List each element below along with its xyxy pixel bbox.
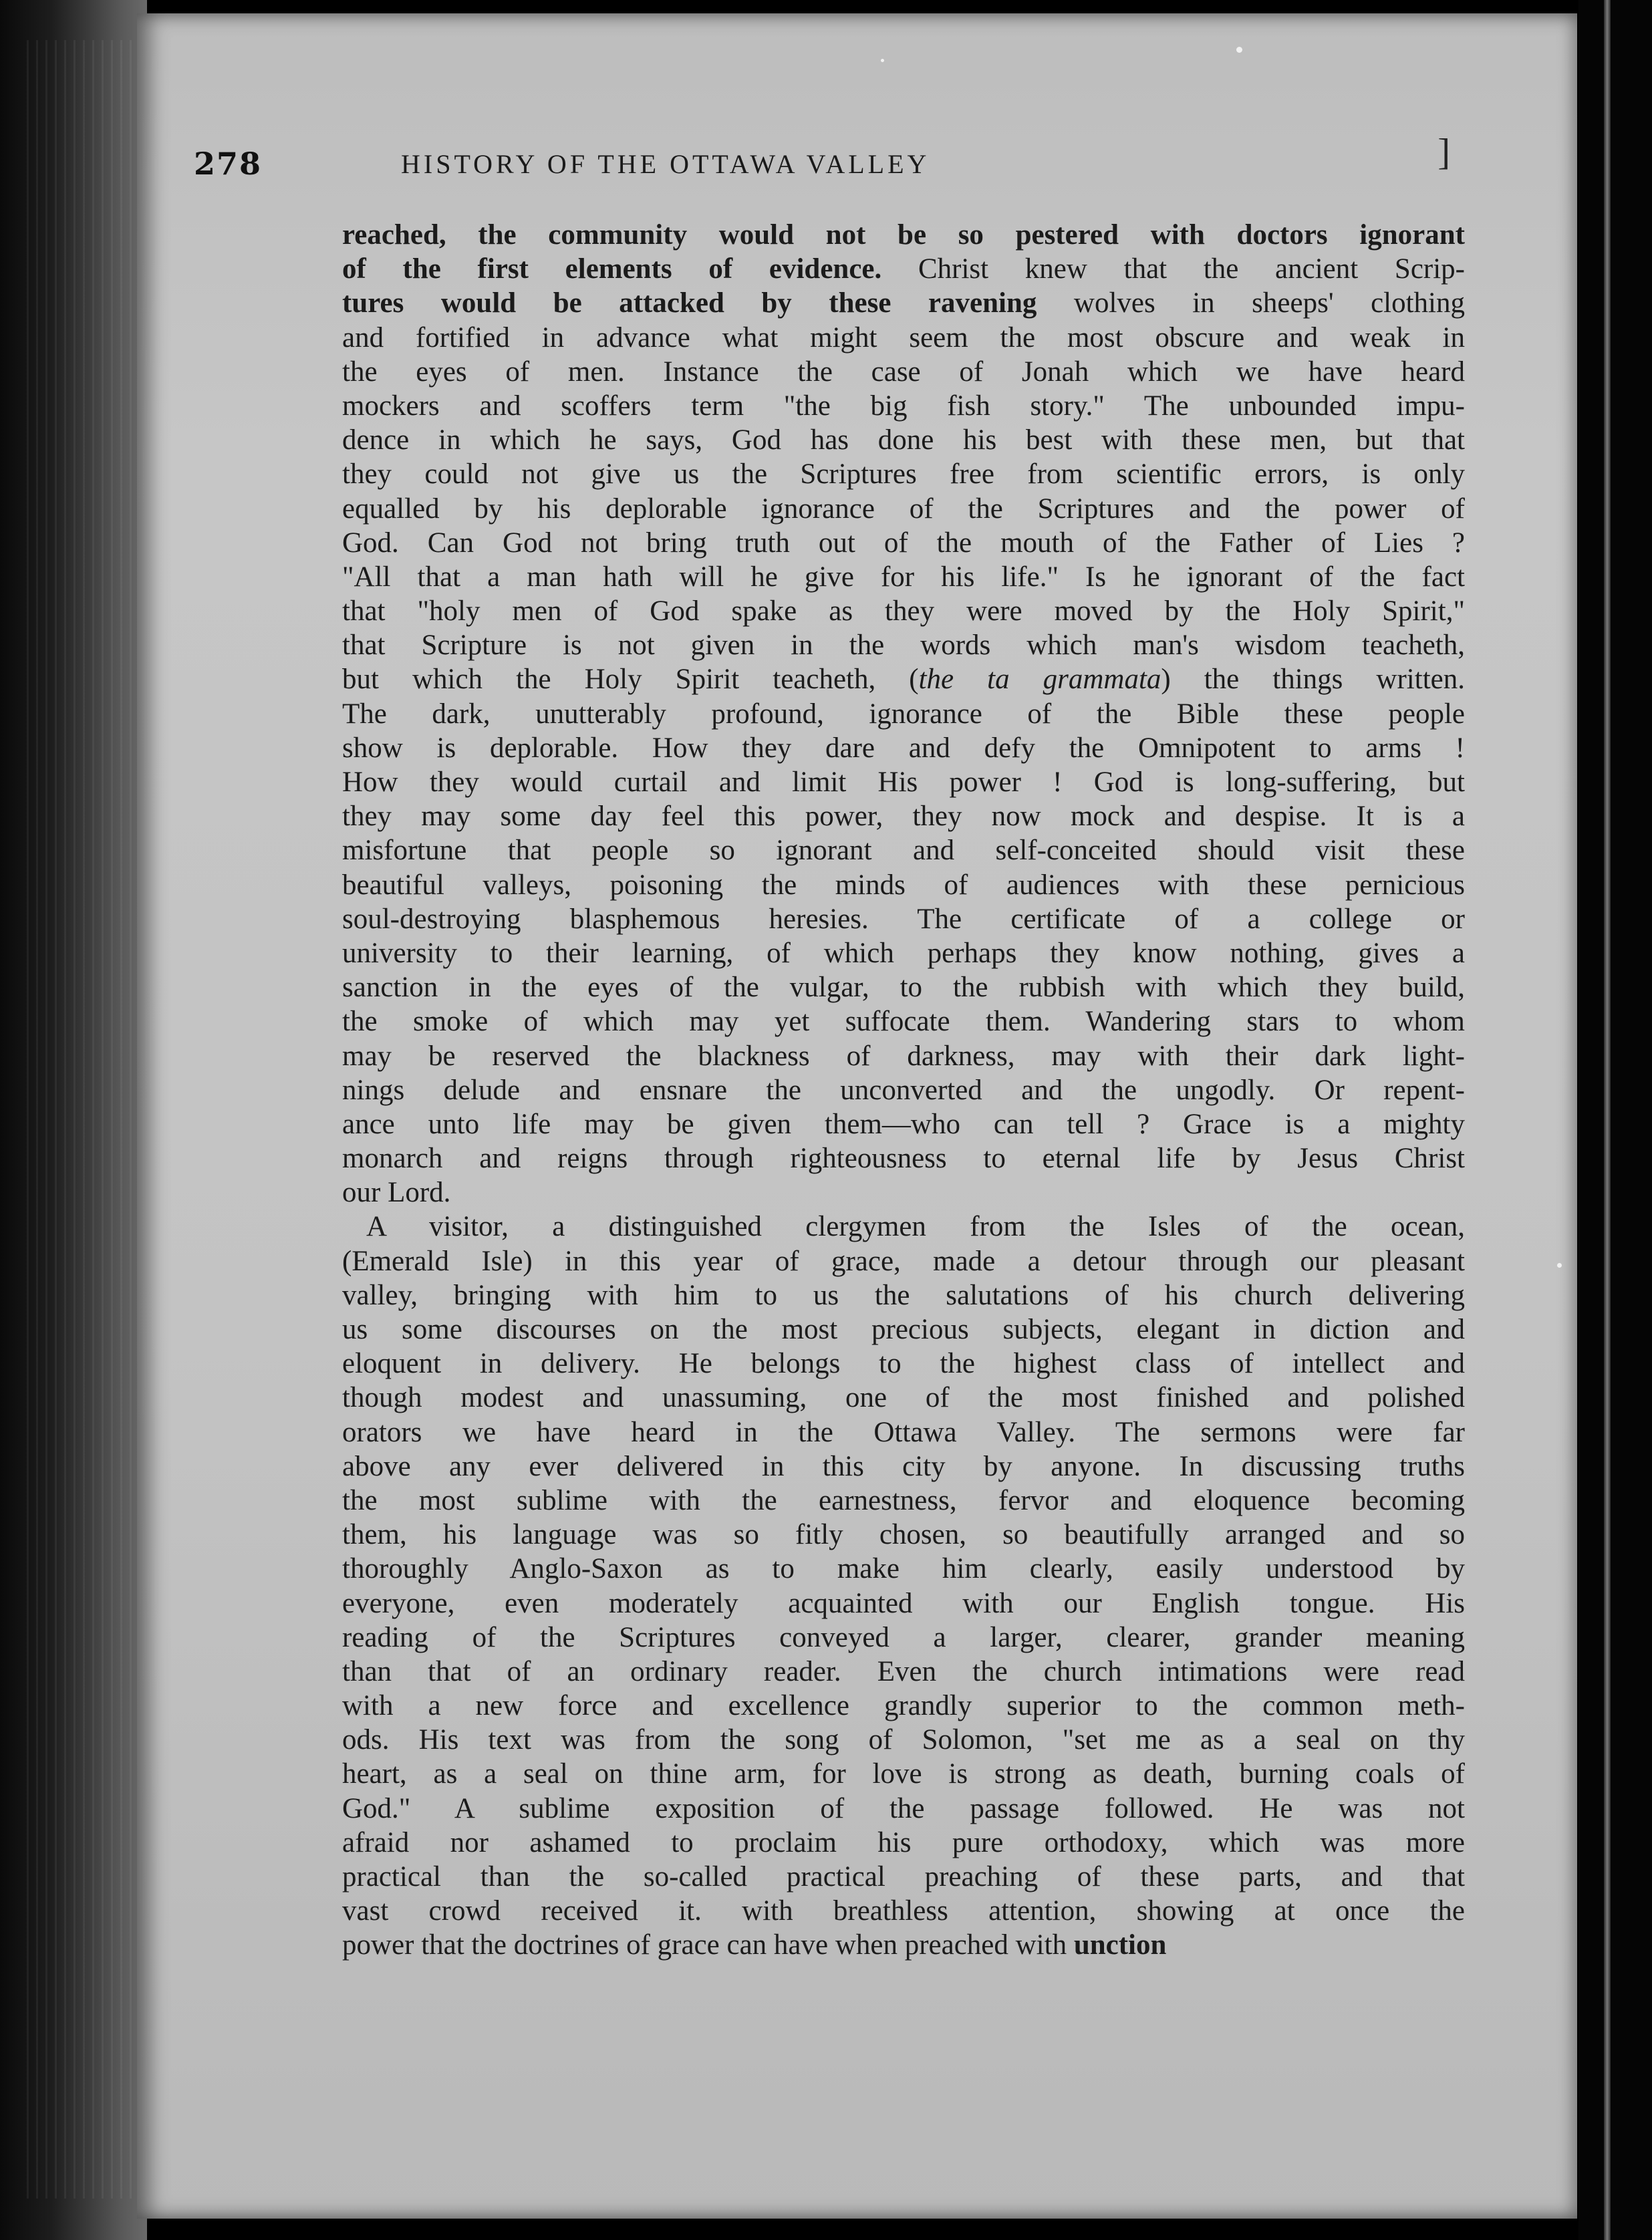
text-run: valley, bringing with him to us the salutations of his church delivering: [342, 1279, 1465, 1311]
text-line: [342, 457, 1465, 491]
text-run: How they would curtail and limit His power ! God is long-suffering, but: [342, 766, 1465, 798]
text-line: [342, 1107, 1465, 1141]
text-line: [342, 1655, 1465, 1689]
paragraph-2: [342, 1210, 1465, 1962]
text-run: The dark, unutterably profound, ignorance of the Bible these people: [342, 698, 1465, 730]
text-run: God. Can God not bring truth out of the mouth of the Father of Lies ?: [342, 527, 1465, 559]
text-run: and fortified in advance what might seem the most obscure and weak in: [342, 321, 1465, 354]
text-run: of the first elements of evidence.: [342, 253, 882, 285]
scan-speck: [1557, 1263, 1562, 1268]
page-header: [194, 132, 1450, 187]
text-line: [342, 1621, 1465, 1655]
text-line: [342, 1175, 1465, 1210]
text-run: the most sublime with the earnestness, fervor and eloquence becoming: [342, 1484, 1465, 1516]
text-line: [342, 1347, 1465, 1381]
text-line: [342, 1415, 1465, 1449]
text-run: A visitor, a distinguished clergymen from the Isles of the ocean,: [366, 1211, 1465, 1243]
scan-border-right: [1578, 0, 1652, 2240]
text-run: mockers and scoffers term "the big fish story." The unbounded impu-: [342, 390, 1465, 422]
text-run: orators we have heard in the Ottawa Valley. The sermons were far: [342, 1416, 1465, 1448]
text-line: [342, 1039, 1465, 1073]
text-run: Christ knew that the ancient Scrip-: [881, 253, 1465, 285]
text-line: [342, 1518, 1465, 1552]
text-line: [342, 936, 1465, 970]
text-run: thoroughly Anglo-Saxon as to make him clearly, easily understood by: [342, 1553, 1465, 1585]
text-run: ance unto life may be given them—who can tell ? Grace is a mighty: [342, 1108, 1465, 1140]
text-line: [342, 594, 1465, 628]
text-line: [342, 1792, 1465, 1826]
running-head: HISTORY OF THE OTTAWA VALLEY: [401, 149, 930, 179]
page-edges: [27, 40, 134, 2199]
text-run: heart, as a seal on thine arm, for love is strong as death, burning coals of: [342, 1758, 1465, 1790]
text-run: ) the things written.: [1161, 664, 1465, 696]
text-run: (Emerald Isle) in this year of grace, made a detour through our pleasant: [342, 1245, 1465, 1277]
text-line: [342, 1244, 1465, 1278]
text-line: [342, 355, 1465, 389]
text-line: [342, 1312, 1465, 1347]
text-run: beautiful valleys, poisoning the minds of audiences with these pernicious: [342, 869, 1465, 901]
text-run: unction: [1073, 1929, 1167, 1961]
text-run: sanction in the eyes of the vulgar, to the rubbish with which they build,: [342, 972, 1465, 1004]
text-line: [342, 1004, 1465, 1038]
text-run: though modest and unassuming, one of the most finished and polished: [342, 1382, 1465, 1414]
text-line: [342, 1586, 1465, 1621]
text-line: [342, 799, 1465, 833]
text-line: [342, 1723, 1465, 1757]
scan-speck: [1236, 47, 1242, 53]
text-run: power that the doctrines of grace can have when preached with: [342, 1929, 1074, 1961]
text-run: dence in which he says, God has done his best with these men, but that: [342, 424, 1465, 456]
text-line: [342, 662, 1465, 696]
text-run: misfortune that people so ignorant and self-conceited should visit these: [342, 835, 1465, 867]
text-line: [342, 1552, 1465, 1586]
text-line: [342, 252, 1465, 286]
text-line: [342, 526, 1465, 560]
text-line: [342, 902, 1465, 936]
page-number: 278: [194, 146, 263, 182]
text-line: [342, 321, 1465, 355]
text-line: [342, 1141, 1465, 1175]
text-run: nings delude and ensnare the unconverted and the ungodly. Or repent-: [342, 1074, 1465, 1106]
text-run: show is deplorable. How they dare and defy the Omnipotent to arms !: [342, 732, 1465, 764]
text-line: [342, 1894, 1465, 1928]
text-run: our Lord.: [342, 1177, 451, 1209]
text-run: soul-destroying blasphemous heresies. The certificate of a college or: [342, 903, 1465, 935]
text-line: [342, 731, 1465, 765]
text-run: tures would be attacked by these ravening: [342, 287, 1037, 319]
text-line: [342, 765, 1465, 799]
text-line: [342, 1484, 1465, 1518]
text-run: everyone, even moderately acquainted with our English tongue. His: [342, 1587, 1465, 1619]
text-line: [342, 1928, 1465, 1962]
text-line: [342, 1826, 1465, 1860]
text-line: [342, 628, 1465, 662]
text-line: [342, 218, 1465, 252]
text-line: [342, 389, 1465, 423]
text-line: [342, 560, 1465, 594]
text-run: than that of an ordinary reader. Even the church intimations were read: [342, 1655, 1465, 1687]
text-run: us some discourses on the most precious subjects, elegant in diction and: [342, 1314, 1465, 1345]
text-run: reading of the Scriptures conveyed a larger, clearer, grander meaning: [342, 1621, 1465, 1653]
text-run: that "holy men of God spake as they were moved by the Holy Spirit,": [342, 595, 1465, 627]
scan-edge-line: [1604, 0, 1611, 2240]
text-run: practical than the so-called practical preaching of these parts, and that: [342, 1861, 1465, 1893]
text-run: them, his language was so fitly chosen, so beautifully arranged and so: [342, 1519, 1465, 1551]
text-line: [342, 697, 1465, 731]
text-line: [342, 492, 1465, 526]
text-line: [342, 970, 1465, 1004]
text-run: but which the Holy Spirit teacheth, (: [342, 664, 919, 696]
text-run: above any ever delivered in this city by anyone. In discussing truths: [342, 1450, 1465, 1482]
text-line: [342, 1381, 1465, 1415]
text-run: afraid nor ashamed to proclaim his pure orthodoxy, which was more: [342, 1826, 1465, 1858]
text-line: [342, 286, 1465, 320]
text-line: [342, 1689, 1465, 1723]
text-run: they could not give us the Scriptures free from scientific errors, is only: [342, 458, 1465, 491]
text-line: [342, 1449, 1465, 1484]
text-run: the ta grammata: [918, 664, 1161, 696]
text-run: "All that a man hath will he give for his life." Is he ignorant of the fact: [342, 561, 1465, 593]
text-run: monarch and reigns through righteousness to eternal life by Jesus Christ: [342, 1143, 1465, 1175]
text-run: God." A sublime exposition of the passage followed. He was not: [342, 1792, 1465, 1824]
text-run: wolves in sheeps' clothing: [1037, 287, 1465, 319]
text-line: [342, 833, 1465, 867]
text-run: reached, the community would not be so pestered with doctors ignorant: [342, 219, 1465, 251]
paragraph-1: [342, 218, 1465, 1210]
text-run: ods. His text was from the song of Solomon, "set me as a seal on thy: [342, 1724, 1465, 1756]
text-run: with a new force and excellence grandly superior to the common meth-: [342, 1690, 1465, 1722]
text-line: [342, 1210, 1465, 1244]
text-run: they may some day feel this power, they now mock and despise. It is a: [342, 801, 1465, 833]
body-text: [342, 218, 1465, 1963]
text-line: [342, 423, 1465, 457]
text-line: [342, 1278, 1465, 1312]
text-line: [342, 1860, 1465, 1894]
text-run: university to their learning, of which perhaps they know nothing, gives a: [342, 937, 1465, 969]
text-run: may be reserved the blackness of darkness, may with their dark light-: [342, 1040, 1465, 1072]
text-run: vast crowd received it. with breathless attention, showing at once the: [342, 1895, 1465, 1927]
text-run: that Scripture is not given in the words which man's wisdom teacheth,: [342, 629, 1465, 662]
text-line: [342, 1757, 1465, 1791]
text-run: the eyes of men. Instance the case of Jonah which we have heard: [342, 356, 1465, 388]
book-gutter: [0, 0, 147, 2240]
text-run: eloquent in delivery. He belongs to the highest class of intellect and: [342, 1348, 1465, 1380]
text-line: [342, 868, 1465, 902]
scan-speck: [881, 59, 884, 62]
text-run: the smoke of which may yet suffocate them. Wandering stars to whom: [342, 1006, 1465, 1038]
text-run: equalled by his deplorable ignorance of the Scriptures and the power of: [342, 493, 1465, 525]
corner-mark: ]: [1437, 132, 1450, 173]
text-line: [342, 1073, 1465, 1107]
